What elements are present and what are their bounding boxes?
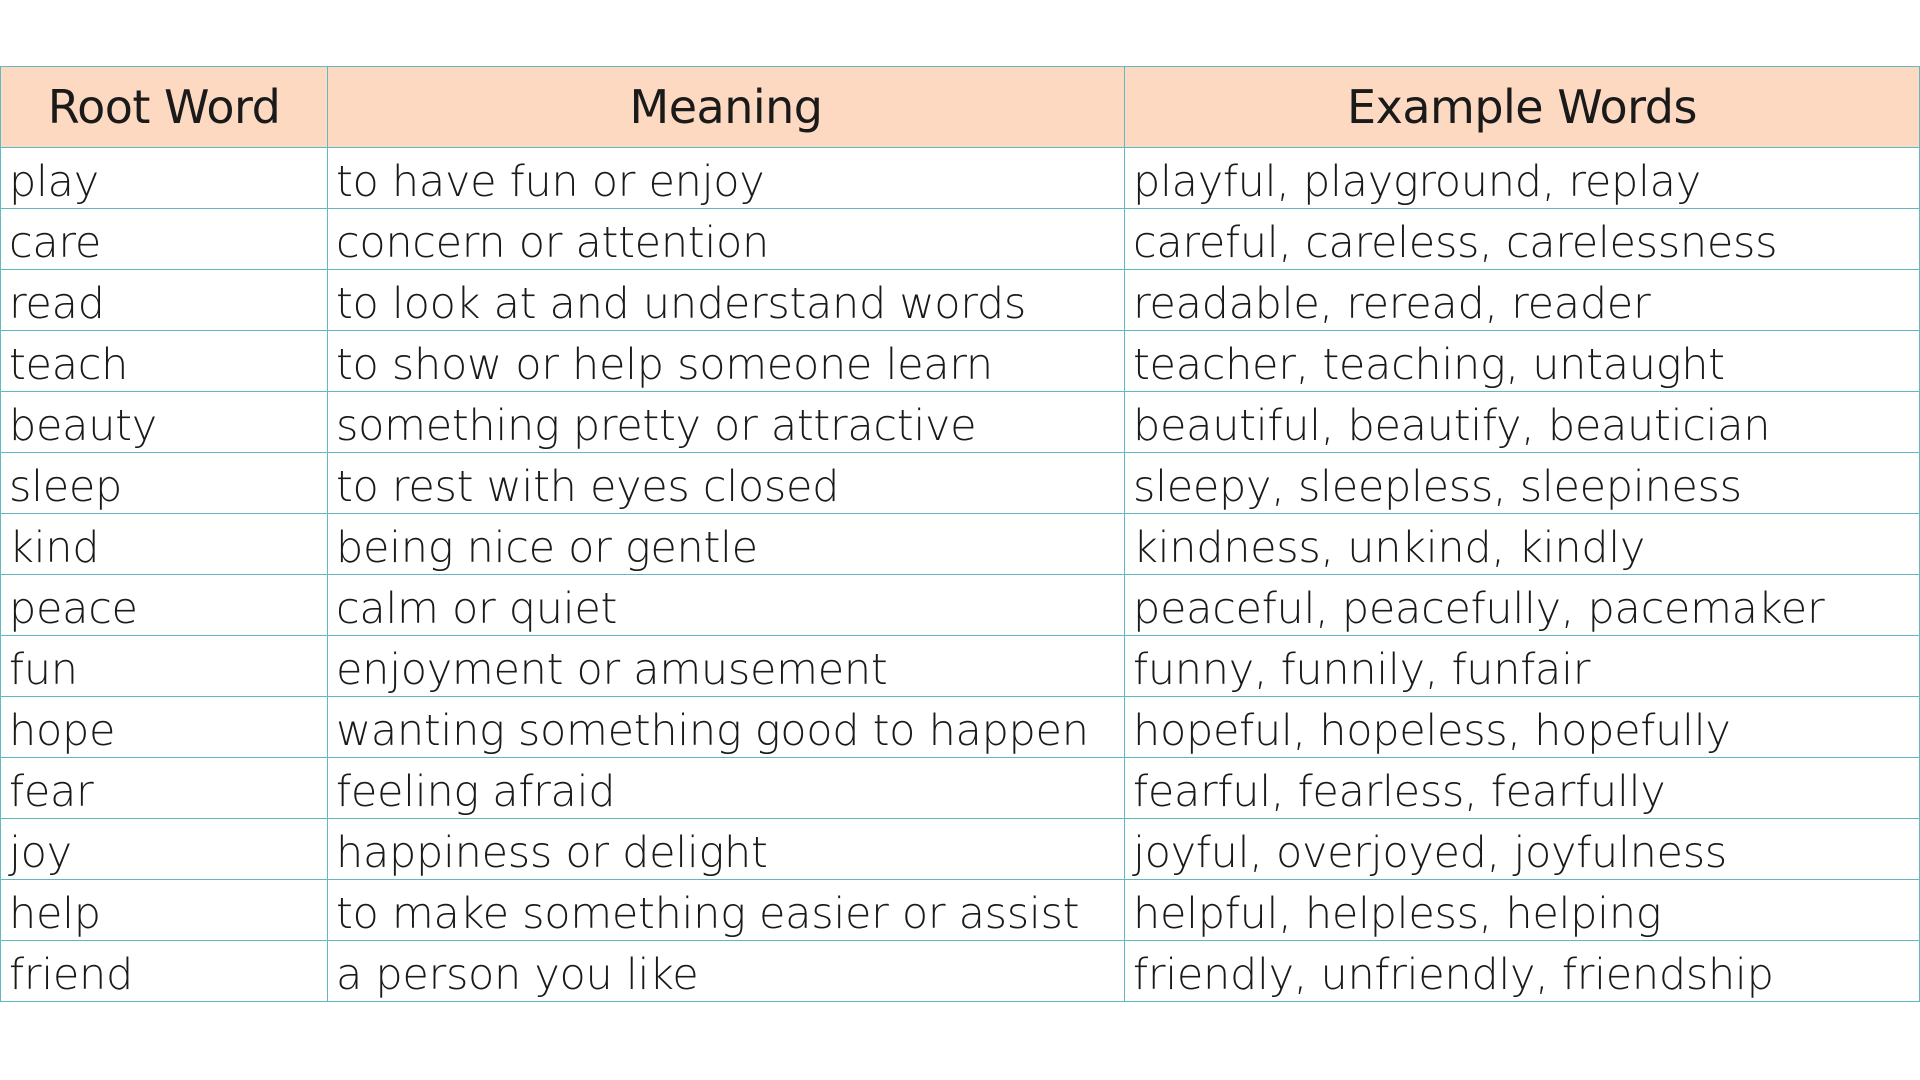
root-word-cell: care <box>1 209 328 270</box>
root-word-cell: play <box>1 148 328 209</box>
meaning-cell: being nice or gentle <box>328 514 1125 575</box>
meaning-cell: to make something easier or assist <box>328 880 1125 941</box>
table-row <box>1 941 1920 1002</box>
meaning-cell: something pretty or attractive <box>328 392 1125 453</box>
table-row <box>1 636 1920 697</box>
table-row <box>1 453 1920 514</box>
example-words-cell: peaceful, peacefully, pacemaker <box>1125 575 1920 636</box>
table-row <box>1 575 1920 636</box>
root-word-cell: read <box>1 270 328 331</box>
header-example-words: Example Words <box>1125 67 1920 148</box>
root-word-cell: help <box>1 880 328 941</box>
meaning-cell: calm or quiet <box>328 575 1125 636</box>
table-row <box>1 819 1920 880</box>
root-word-cell: teach <box>1 331 328 392</box>
example-words-cell: readable, reread, reader <box>1125 270 1920 331</box>
root-words-table <box>0 66 1920 1002</box>
example-words-cell: hopeful, hopeless, hopefully <box>1125 697 1920 758</box>
header-root-word: Root Word <box>1 67 328 148</box>
table-row <box>1 758 1920 819</box>
meaning-cell: a person you like <box>328 941 1125 1002</box>
meaning-cell: to show or help someone learn <box>328 331 1125 392</box>
table-row <box>1 880 1920 941</box>
table-header <box>1 67 1920 148</box>
root-word-cell: kind <box>1 514 328 575</box>
meaning-cell: enjoyment or amusement <box>328 636 1125 697</box>
example-words-cell: playful, playground, replay <box>1125 148 1920 209</box>
table-row <box>1 392 1920 453</box>
table-row <box>1 331 1920 392</box>
example-words-cell: careful, careless, carelessness <box>1125 209 1920 270</box>
root-word-cell: sleep <box>1 453 328 514</box>
root-word-cell: peace <box>1 575 328 636</box>
table-row <box>1 514 1920 575</box>
root-word-cell: friend <box>1 941 328 1002</box>
example-words-cell: fearful, fearless, fearfully <box>1125 758 1920 819</box>
table-row <box>1 270 1920 331</box>
table-row <box>1 697 1920 758</box>
root-word-cell: fear <box>1 758 328 819</box>
meaning-cell: happiness or delight <box>328 819 1125 880</box>
meaning-cell: to look at and understand words <box>328 270 1125 331</box>
root-word-cell: fun <box>1 636 328 697</box>
header-row <box>1 67 1920 148</box>
example-words-cell: beautiful, beautify, beautician <box>1125 392 1920 453</box>
meaning-cell: to rest with eyes closed <box>328 453 1125 514</box>
example-words-cell: joyful, overjoyed, joyfulness <box>1125 819 1920 880</box>
example-words-cell: teacher, teaching, untaught <box>1125 331 1920 392</box>
root-word-cell: joy <box>1 819 328 880</box>
meaning-cell: wanting something good to happen <box>328 697 1125 758</box>
example-words-cell: funny, funnily, funfair <box>1125 636 1920 697</box>
table-body <box>1 148 1920 1002</box>
meaning-cell: feeling afraid <box>328 758 1125 819</box>
example-words-cell: helpful, helpless, helping <box>1125 880 1920 941</box>
example-words-cell: kindness, unkind, kindly <box>1125 514 1920 575</box>
table-row <box>1 148 1920 209</box>
example-words-cell: sleepy, sleepless, sleepiness <box>1125 453 1920 514</box>
header-meaning: Meaning <box>328 67 1125 148</box>
root-word-cell: hope <box>1 697 328 758</box>
root-word-cell: beauty <box>1 392 328 453</box>
example-words-cell: friendly, unfriendly, friendship <box>1125 941 1920 1002</box>
meaning-cell: concern or attention <box>328 209 1125 270</box>
meaning-cell: to have fun or enjoy <box>328 148 1125 209</box>
table-row <box>1 209 1920 270</box>
